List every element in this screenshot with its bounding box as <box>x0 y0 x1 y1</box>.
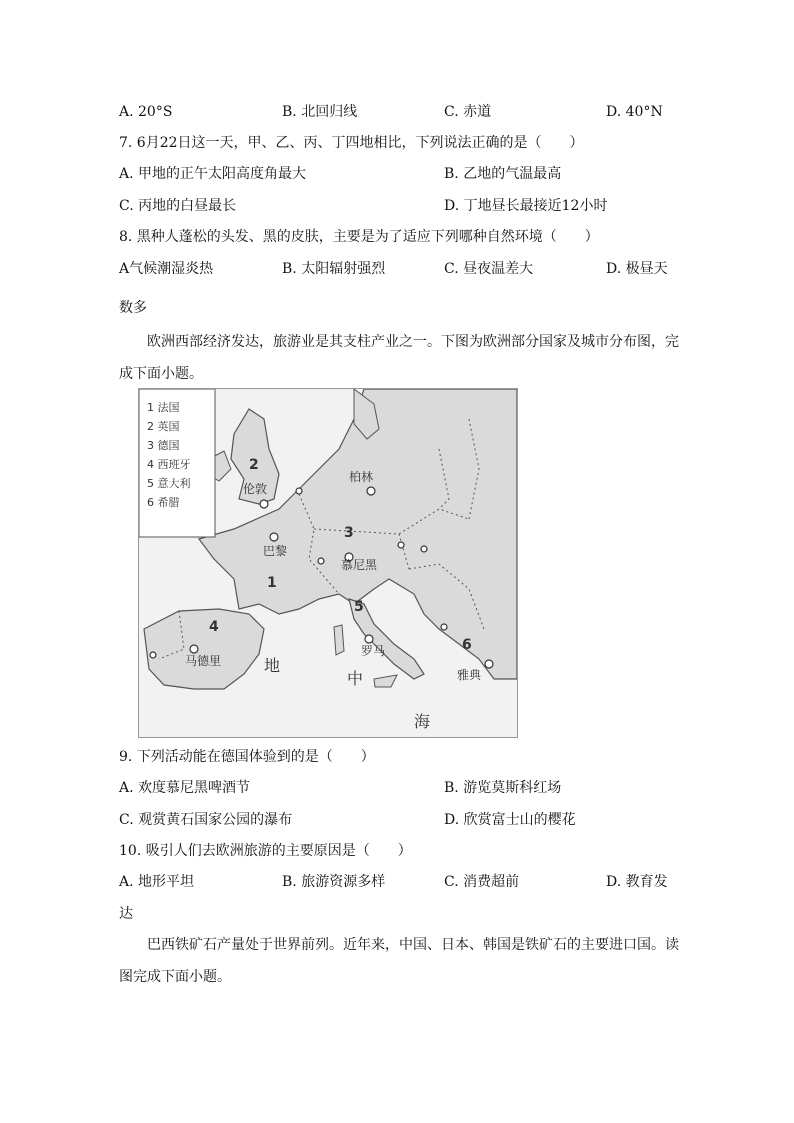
q6-option-a: A. 20°S <box>119 104 173 120</box>
city-marker-berlin <box>367 487 375 495</box>
europe-intro-line2: 成下面小题。 <box>119 366 203 382</box>
q6-option-d: D. 40°N <box>606 104 663 120</box>
q9-option-b: B. 游览莫斯科红场 <box>444 780 562 796</box>
city-label-madrid: 马德里 <box>185 654 222 668</box>
q7-option-d: D. 丁地昼长最接近12小时 <box>444 198 608 214</box>
legend-item-6: 6 希腊 <box>147 496 180 509</box>
q8-option-c: C. 昼夜温差大 <box>444 261 534 277</box>
q8-option-d: D. 极昼天 <box>606 261 668 277</box>
city-label-rome: 罗马 <box>361 644 386 658</box>
q7-option-b: B. 乙地的气温最高 <box>444 166 562 182</box>
city-marker-extra-5 <box>441 624 447 630</box>
map-number-4: 4 <box>209 619 219 635</box>
brazil-intro-line1: 巴西铁矿石产量处于世界前列。近年来，中国、日本、韩国是铁矿石的主要进口国。读 <box>147 937 679 953</box>
city-label-london: 伦敦 <box>243 482 268 496</box>
q10-option-c: C. 消费超前 <box>444 874 520 890</box>
q9-option-c: C. 观赏黄石国家公园的瀑布 <box>119 812 293 828</box>
city-marker-paris <box>270 533 278 541</box>
q7-option-a: A. 甲地的正午太阳高度角最大 <box>119 166 307 182</box>
q10-stem: 10. 吸引人们去欧洲旅游的主要原因是（ ） <box>119 843 412 859</box>
q8-option-d-continued: 数多 <box>119 300 147 316</box>
q10-option-d-continued: 达 <box>119 906 133 922</box>
q10-option-a: A. 地形平坦 <box>119 874 195 890</box>
city-marker-extra-6 <box>150 652 156 658</box>
city-label-munich: 慕尼黑 <box>341 558 378 572</box>
city-marker-extra-3 <box>398 542 404 548</box>
city-marker-extra-4 <box>421 546 427 552</box>
city-marker-extra-2 <box>318 558 324 564</box>
city-marker-athens <box>485 660 493 668</box>
sea-label-char-2: 中 <box>347 669 364 688</box>
city-marker-rome <box>365 635 373 643</box>
city-marker-extra-1 <box>296 488 302 494</box>
sea-label-char-1: 地 <box>264 656 281 675</box>
map-number-1: 1 <box>267 575 277 591</box>
q8-stem: 8. 黑种人蓬松的头发、黑的皮肤，主要是为了适应下列哪种自然环境（ ） <box>119 229 599 245</box>
q7-stem: 7. 6月22日这一天，甲、乙、丙、丁四地相比，下列说法正确的是（ ） <box>119 135 584 151</box>
legend-item-2: 2 英国 <box>147 420 180 433</box>
sardinia-shape <box>334 625 344 655</box>
city-marker-madrid <box>190 645 198 653</box>
city-marker-london <box>260 500 268 508</box>
legend-item-4: 4 西班牙 <box>147 458 191 471</box>
sea-label-char-3: 海 <box>414 712 431 731</box>
city-label-berlin: 柏林 <box>349 470 374 484</box>
q10-option-d: D. 教育发 <box>606 874 668 890</box>
q9-option-a: A. 欢度慕尼黑啤酒节 <box>119 780 251 796</box>
europe-map-svg <box>139 389 517 737</box>
map-number-2: 2 <box>249 457 259 473</box>
map-number-6: 6 <box>462 637 472 653</box>
q8-option-a: A气候潮湿炎热 <box>119 261 214 277</box>
city-label-athens: 雅典 <box>457 668 482 682</box>
q7-option-c: C. 丙地的白昼最长 <box>119 198 237 214</box>
europe-map <box>138 388 518 738</box>
q6-option-c: C. 赤道 <box>444 104 492 120</box>
legend-item-3: 3 德国 <box>147 439 180 452</box>
q10-option-b: B. 旅游资源多样 <box>282 874 386 890</box>
map-number-3: 3 <box>344 525 354 541</box>
legend-item-1: 1 法国 <box>147 401 180 414</box>
q8-option-b: B. 太阳辐射强烈 <box>282 261 386 277</box>
q6-option-b: B. 北回归线 <box>282 104 358 120</box>
city-label-paris: 巴黎 <box>263 544 288 558</box>
legend-item-5: 5 意大利 <box>147 477 191 490</box>
q9-option-d: D. 欣赏富士山的樱花 <box>444 812 576 828</box>
europe-intro-line1: 欧洲西部经济发达，旅游业是其支柱产业之一。下图为欧洲部分国家及城市分布图，完 <box>147 334 679 350</box>
map-number-5: 5 <box>354 599 364 615</box>
q9-stem: 9. 下列活动能在德国体验到的是（ ） <box>119 749 375 765</box>
brazil-intro-line2: 图完成下面小题。 <box>119 969 231 985</box>
